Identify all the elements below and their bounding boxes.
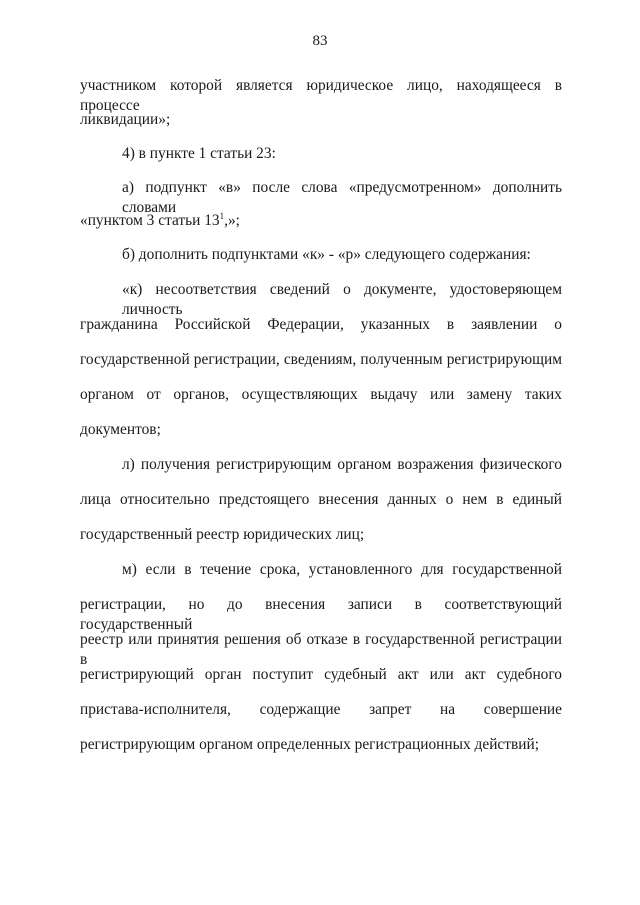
page-number: 83	[312, 33, 328, 49]
text-line: а) подпункт «в» после слова «предусмотренном» дополнить словами	[122, 179, 562, 216]
text-fragment: «пунктом 3 статьи 13	[80, 212, 220, 229]
text-line: лица относительно предстоящего внесения данных о нем в единый	[80, 491, 562, 508]
text-line: реестр или принятия решения об отказе в государственной регистрации в	[80, 631, 562, 668]
text-line: м) если в течение срока, установленного для государственной	[122, 561, 562, 578]
text-line: «к) несоответствия сведений о документе, удостоверяющем личность	[122, 281, 562, 318]
text-line: документов;	[80, 421, 161, 438]
text-line: государственной регистрации, сведениям, полученным регистрирующим	[80, 351, 562, 368]
superscript: 1	[219, 210, 225, 221]
text-line: 4) в пункте 1 статьи 23:	[122, 145, 276, 162]
text-line: регистрирующим органом определенных регистрационных действий;	[80, 736, 539, 753]
text-line: гражданина Российской Федерации, указанных в заявлении о	[80, 316, 562, 333]
text-line: участником которой является юридическое лицо, находящееся в процессе	[80, 77, 562, 114]
text-line	[80, 211, 240, 231]
text-line: регистрирующий орган поступит судебный акт или акт судебного	[80, 666, 562, 683]
text-fragment: ,»;	[224, 212, 240, 229]
text-line: органом от органов, осуществляющих выдачу или замену таких	[80, 386, 562, 403]
text-line: ликвидации»;	[80, 111, 171, 128]
text-line: регистрации, но до внесения записи в соответствующий государственный	[80, 596, 562, 633]
text-line: л) получения регистрирующим органом возражения физического	[122, 456, 562, 473]
text-line: пристава-исполнителя, содержащие запрет на совершение	[80, 701, 562, 718]
text-line: государственный реестр юридических лиц;	[80, 526, 365, 543]
text-line: б) дополнить подпунктами «к» - «р» следующего содержания:	[122, 246, 531, 263]
